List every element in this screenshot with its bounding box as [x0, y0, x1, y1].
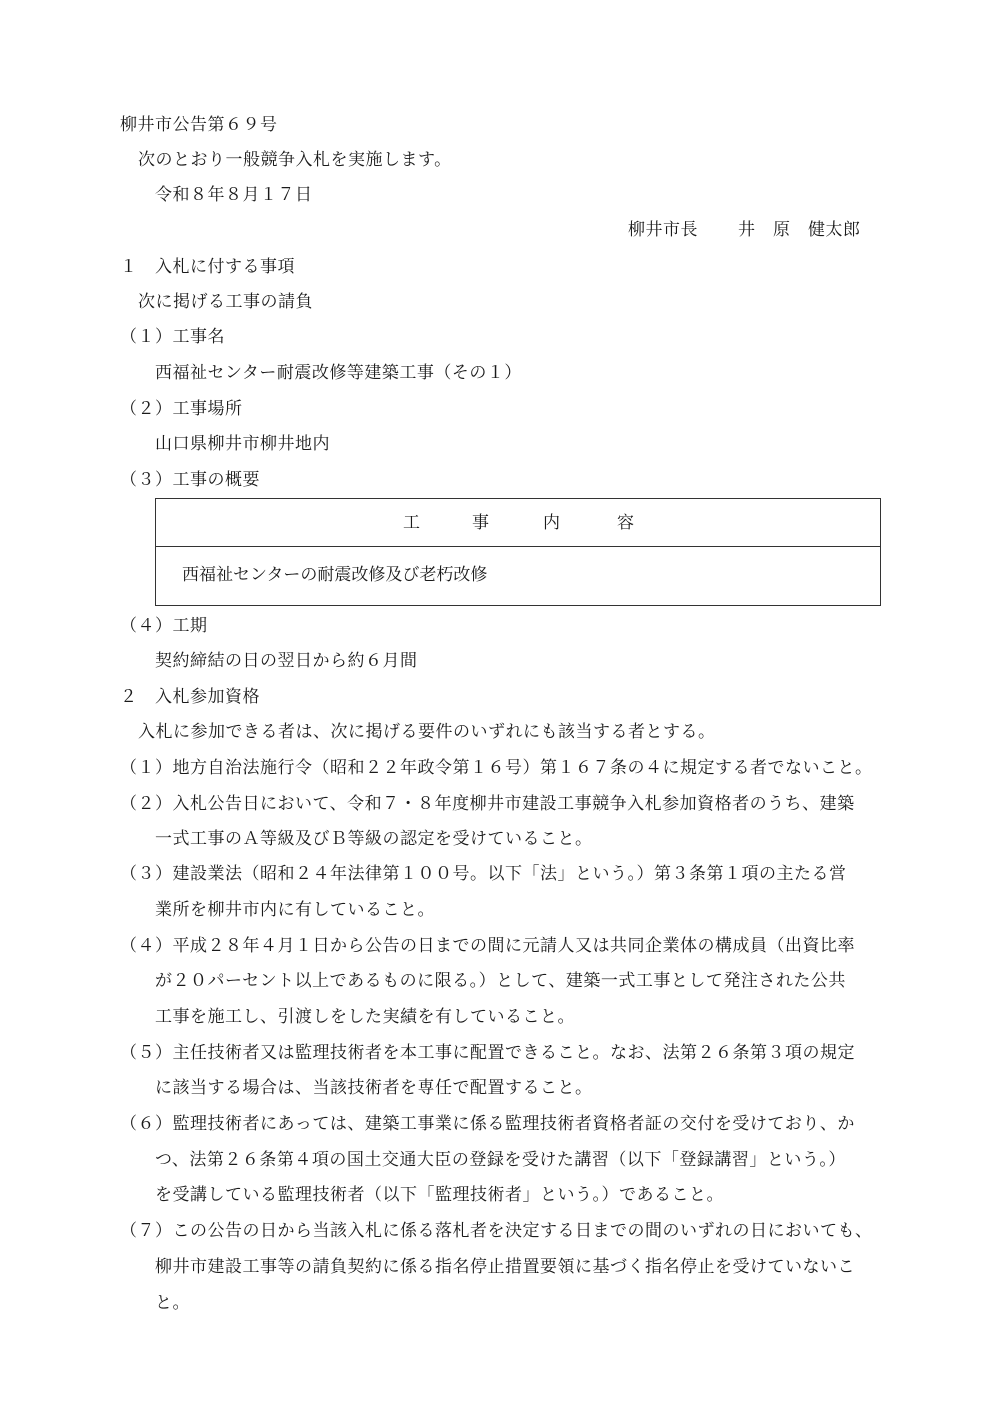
table-header-char: 工 [403, 513, 420, 533]
item2-value: 山口県柳井市柳井地内 [155, 434, 330, 454]
qualification-item-line: （１）地方自治法施行令（昭和２２年政令第１６号）第１６７条の４に規定する者でないこと。 [120, 758, 873, 778]
qualification-item-line: 業所を柳井市内に有していること。 [155, 900, 435, 920]
work-content-table [155, 498, 881, 606]
qualification-item-line: が２０パーセント以上であるものに限る。）として、建築一式工事として発注された公共 [155, 971, 846, 991]
section1-heading: １ 入札に付する事項 [120, 257, 295, 277]
item3-label: （３）工事の概要 [120, 470, 260, 490]
table-header-char: 容 [617, 513, 634, 533]
section1-lead: 次に掲げる工事の請負 [138, 292, 313, 312]
qualification-item-line: 柳井市建設工事等の請負契約に係る指名停止措置要領に基づく指名停止を受けていないこ [155, 1257, 855, 1277]
issuer-title: 柳井市長 [628, 220, 698, 240]
notice-number: 柳井市公告第６９号 [120, 115, 278, 135]
table-header-char: 事 [472, 513, 489, 533]
qualification-item-line: を受講している監理技術者（以下「監理技術者」という。）であること。 [155, 1185, 724, 1205]
notice-date: 令和８年８月１７日 [155, 185, 313, 205]
section2-lead: 入札に参加できる者は、次に掲げる要件のいずれにも該当する者とする。 [138, 722, 716, 742]
qualification-item-line: 一式工事のＡ等級及びＢ等級の認定を受けていること。 [155, 829, 593, 849]
table-header-char: 内 [543, 513, 560, 533]
item2-label: （２）工事場所 [120, 399, 243, 419]
qualification-item-line: （５）主任技術者又は監理技術者を本工事に配置できること。なお、法第２６条第３項の規定 [120, 1043, 855, 1063]
item1-value: 西福祉センター耐震改修等建築工事（その１） [155, 363, 522, 383]
issuer-name: 井 原 健太郎 [738, 220, 861, 240]
qualification-item-line: （３）建設業法（昭和２４年法律第１００号。以下「法」という。）第３条第１項の主たる営 [120, 864, 847, 884]
qualification-item-line: 工事を施工し、引渡しをした実績を有していること。 [155, 1007, 575, 1027]
qualification-item-line: に該当する場合は、当該技術者を専任で配置すること。 [155, 1078, 593, 1098]
qualification-item-line: と。 [155, 1293, 190, 1313]
qualification-item-line: （４）平成２８年４月１日から公告の日までの間に元請人又は共同企業体の構成員（出資比率 [120, 936, 855, 956]
notice-intro: 次のとおり一般競争入札を実施します。 [138, 150, 452, 170]
table-content-cell: 西福祉センターの耐震改修及び老朽改修 [182, 565, 488, 585]
qualification-item-line: （６）監理技術者にあっては、建築工事業に係る監理技術者資格者証の交付を受けており、か [120, 1114, 855, 1134]
qualification-item-line: （７）この公告の日から当該入札に係る落札者を決定する日までの間のいずれの日においても、 [120, 1221, 873, 1241]
qualification-item-line: （２）入札公告日において、令和７・８年度柳井市建設工事競争入札参加資格者のうち、建築 [120, 794, 855, 814]
item1-label: （１）工事名 [120, 327, 225, 347]
section2-heading: ２ 入札参加資格 [120, 687, 260, 707]
item4-label: （４）工期 [120, 616, 208, 636]
table-header [156, 499, 880, 547]
item4-value: 契約締結の日の翌日から約６月間 [155, 651, 418, 671]
qualification-item-line: つ、法第２６条第４項の国土交通大臣の登録を受けた講習（以下「登録講習」という。） [155, 1150, 846, 1170]
